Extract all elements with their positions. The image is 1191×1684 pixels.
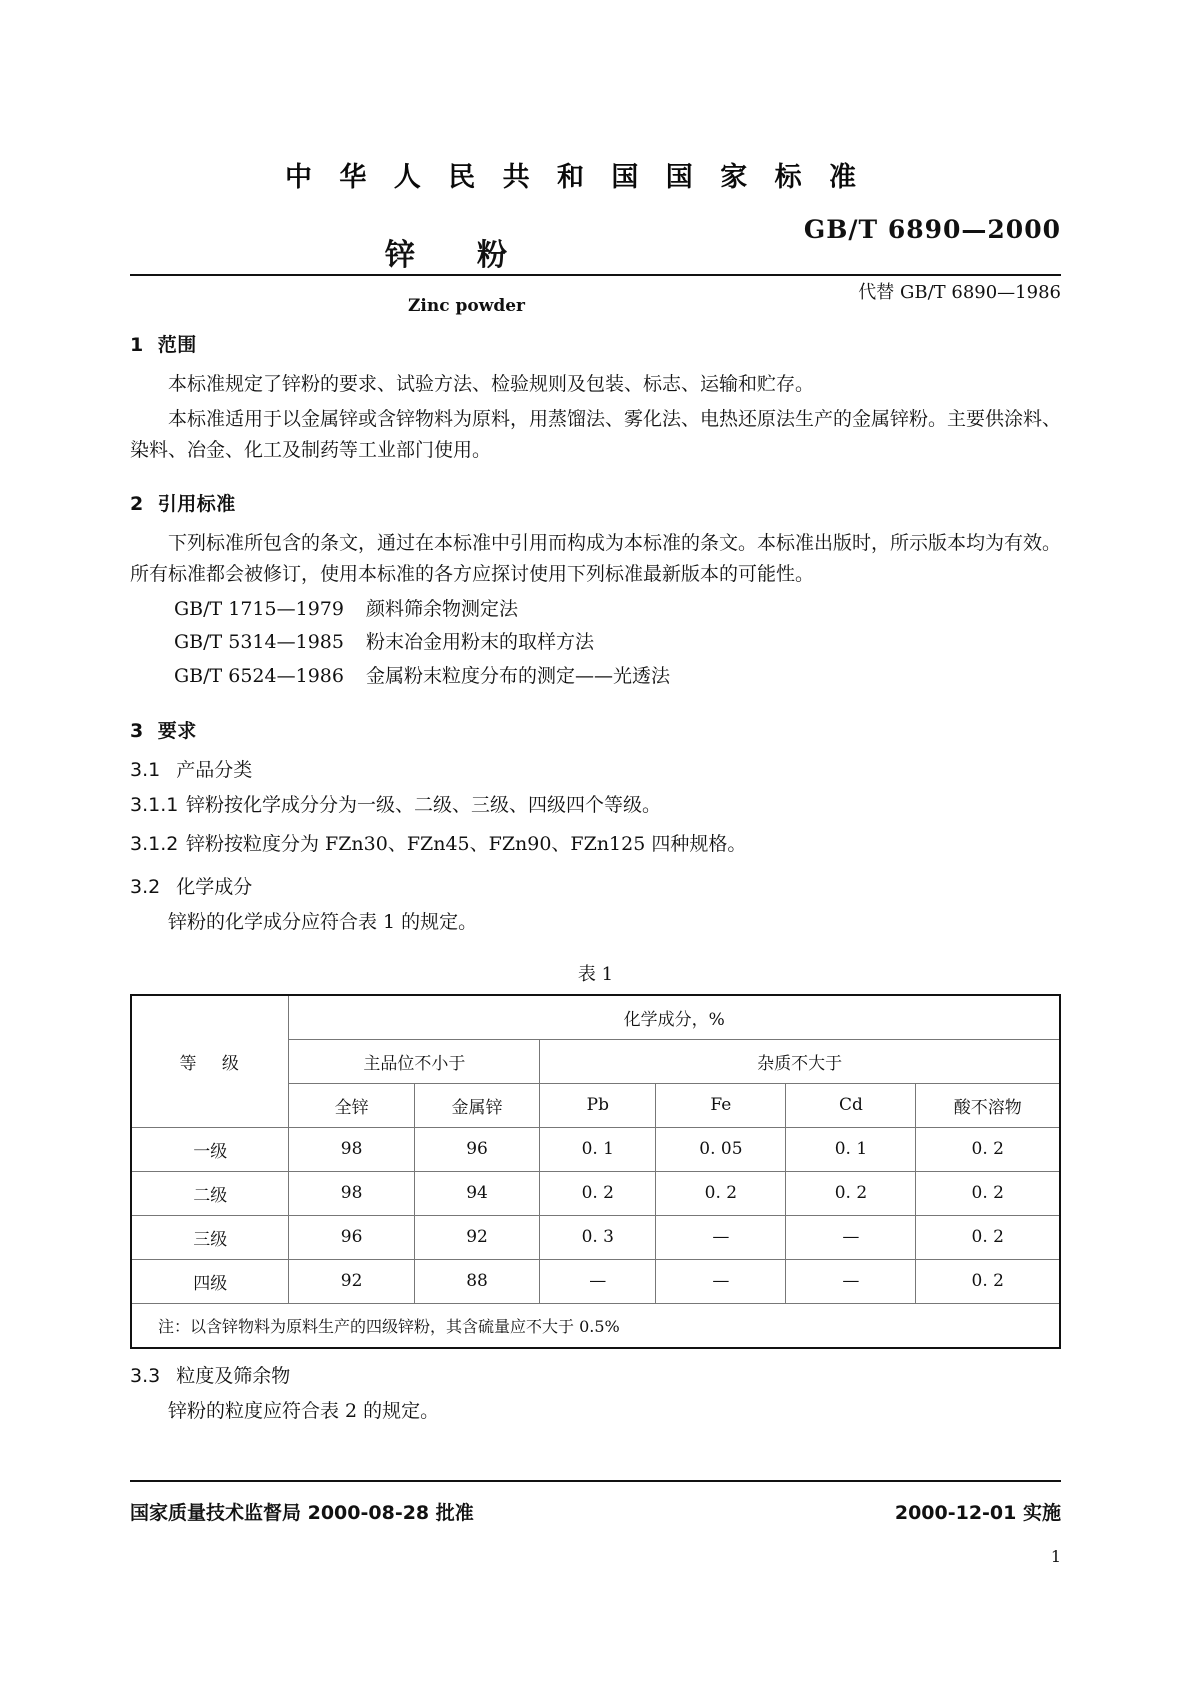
table-cell-value: 0. 2: [786, 1171, 916, 1215]
table-cell-value: 0. 05: [656, 1127, 786, 1171]
section-1-number: 1: [130, 334, 144, 356]
reference-standard-item: [174, 594, 1061, 626]
subsection-3-1-number: 3.1: [130, 759, 161, 782]
table-cell-value: —: [786, 1259, 916, 1303]
table-cell-value: 88: [414, 1259, 539, 1303]
reference-title: 颜料筛余物测定法: [366, 597, 519, 620]
table-header-row-1: [131, 995, 1060, 1040]
subsection-3-1-title: 产品分类: [176, 759, 253, 782]
document-content: [130, 276, 1061, 1426]
masthead: [130, 0, 1061, 316]
clause-3-1-2-number: 3.1.2: [130, 833, 179, 856]
table-row: [131, 1127, 1060, 1171]
page-footer: [130, 1480, 1061, 1566]
table-column-header: Fe: [656, 1083, 786, 1127]
table-column-header: 全锌: [289, 1083, 414, 1127]
standard-number-block: [641, 215, 1061, 304]
clause-3-1-1: [130, 790, 1061, 821]
table-header-grade: 等 级: [131, 995, 289, 1128]
clause-3-1-2-text: 锌粉按粒度分为 FZn30、FZn45、FZn90、FZn125 四种规格。: [186, 833, 747, 856]
reference-code: GB/T 6524—1986: [174, 664, 344, 687]
table-note-row: [131, 1303, 1060, 1348]
section-2-title: 引用标准: [157, 493, 236, 516]
page-number: 1: [1050, 1547, 1061, 1566]
section-heading-2: [130, 489, 1061, 516]
table-cell-value: —: [656, 1259, 786, 1303]
table-cell-value: 0. 3: [540, 1215, 656, 1259]
table-cell-value: 92: [414, 1215, 539, 1259]
clause-3-1-2: [130, 829, 1061, 860]
reference-title: 粉末冶金用粉末的取样方法: [366, 631, 595, 654]
table-row: [131, 1215, 1060, 1259]
reference-code: GB/T 1715—1979: [174, 597, 344, 620]
table-cell-grade: 二级: [131, 1171, 289, 1215]
table-header-main-grade: 主品位不小于: [289, 1039, 540, 1083]
table-cell-grade: 三级: [131, 1215, 289, 1259]
subsection-3-3-paragraph: 锌粉的粒度应符合表 2 的规定。: [168, 1399, 440, 1422]
section-2-paragraph-1: 下列标准所包含的条文，通过在本标准中引用而构成为本标准的条文。本标准出版时，所示版本均为有效。所有标准都会被修订，使用本标准的各方应探讨使用下列标准最新版本的可能性。: [130, 532, 1062, 586]
table-cell-value: —: [656, 1215, 786, 1259]
table-cell-grade: 四级: [131, 1259, 289, 1303]
section-3-title: 要求: [157, 720, 197, 743]
table-cell-value: 98: [289, 1127, 414, 1171]
table-cell-value: 0. 2: [540, 1171, 656, 1215]
subsection-3-2-title: 化学成分: [176, 875, 253, 898]
table-cell-grade: 一级: [131, 1127, 289, 1171]
section-1-title: 范围: [157, 334, 197, 356]
table-cell-value: —: [786, 1215, 916, 1259]
table-cell-value: 96: [289, 1215, 414, 1259]
section-2-number: 2: [130, 493, 144, 516]
standard-replaces: 代替 GB/T 6890—1986: [858, 282, 1061, 303]
table-note: 注：以含锌物料为原料生产的四级锌粉，其含硫量应不大于 0.5%: [131, 1303, 1060, 1348]
table-cell-value: 0. 1: [540, 1127, 656, 1171]
section-3-number: 3: [130, 720, 144, 743]
national-standard-title: 中 华 人 民 共 和 国 国 家 标 准: [285, 162, 865, 193]
table-1-caption: 表 1: [577, 963, 614, 985]
table-cell-value: 0. 2: [916, 1127, 1060, 1171]
section-heading-3: [130, 716, 1061, 743]
document-title-cn-part2: 粉: [477, 238, 511, 273]
subsection-heading-3-1: [130, 755, 1061, 782]
clause-3-1-1-text: 锌粉按化学成分分为一级、二级、三级、四级四个等级。: [186, 794, 662, 817]
section-1-paragraph-2: 本标准适用于以金属锌或含锌物料为原料，用蒸馏法、雾化法、电热还原法生产的金属锌粉。主要供涂料、染料、冶金、化工及制药等工业部门使用。: [130, 407, 1062, 461]
subsection-3-3-title: 粒度及筛余物: [176, 1364, 291, 1387]
table-cell-value: 0. 2: [916, 1215, 1060, 1259]
table-cell-value: 0. 1: [786, 1127, 916, 1171]
table-cell-value: 0. 2: [656, 1171, 786, 1215]
footer-implementation: 2000-12-01 实施: [894, 1502, 1061, 1524]
chemical-composition-table: [130, 994, 1061, 1349]
footer-approval: 国家质量技术监督局 2000-08-28 批准: [130, 1502, 474, 1524]
footer-row: [130, 1482, 1061, 1525]
table-cell-value: 94: [414, 1171, 539, 1215]
table-cell-value: —: [540, 1259, 656, 1303]
subsection-3-2-number: 3.2: [130, 875, 161, 898]
table-row: [131, 1259, 1060, 1303]
reference-standard-item: [174, 661, 1061, 693]
table-column-header: 金属锌: [414, 1083, 539, 1127]
reference-code: GB/T 5314—1985: [174, 631, 344, 654]
clause-3-1-1-number: 3.1.1: [130, 794, 179, 817]
reference-standard-item: [174, 627, 1061, 659]
standard-number: GB/T 6890—2000: [803, 215, 1061, 244]
table-column-header: Pb: [540, 1083, 656, 1127]
table-header-composition: 化学成分，%: [289, 995, 1060, 1040]
table-cell-value: 0. 2: [916, 1171, 1060, 1215]
document-title-cn-part1: 锌: [385, 238, 419, 273]
document-title-en: Zinc powder: [408, 296, 526, 316]
table-column-header: Cd: [786, 1083, 916, 1127]
subsection-3-3-number: 3.3: [130, 1364, 161, 1387]
table-cell-value: 96: [414, 1127, 539, 1171]
section-heading-1: [130, 330, 1061, 357]
subsection-3-2-paragraph: 锌粉的化学成分应符合表 1 的规定。: [168, 910, 478, 933]
table-row: [131, 1171, 1060, 1215]
section-1-paragraph-1: 本标准规定了锌粉的要求、试验方法、检验规则及包装、标志、运输和贮存。: [168, 373, 815, 395]
subsection-heading-3-2: [130, 872, 1061, 899]
reference-title: 金属粉末粒度分布的测定——光透法: [366, 664, 671, 687]
table-cell-value: 92: [289, 1259, 414, 1303]
table-column-header: 酸不溶物: [916, 1083, 1060, 1127]
table-cell-value: 0. 2: [916, 1259, 1060, 1303]
table-header-impurity: 杂质不大于: [540, 1039, 1060, 1083]
subsection-heading-3-3: [130, 1361, 1061, 1388]
table-cell-value: 98: [289, 1171, 414, 1215]
